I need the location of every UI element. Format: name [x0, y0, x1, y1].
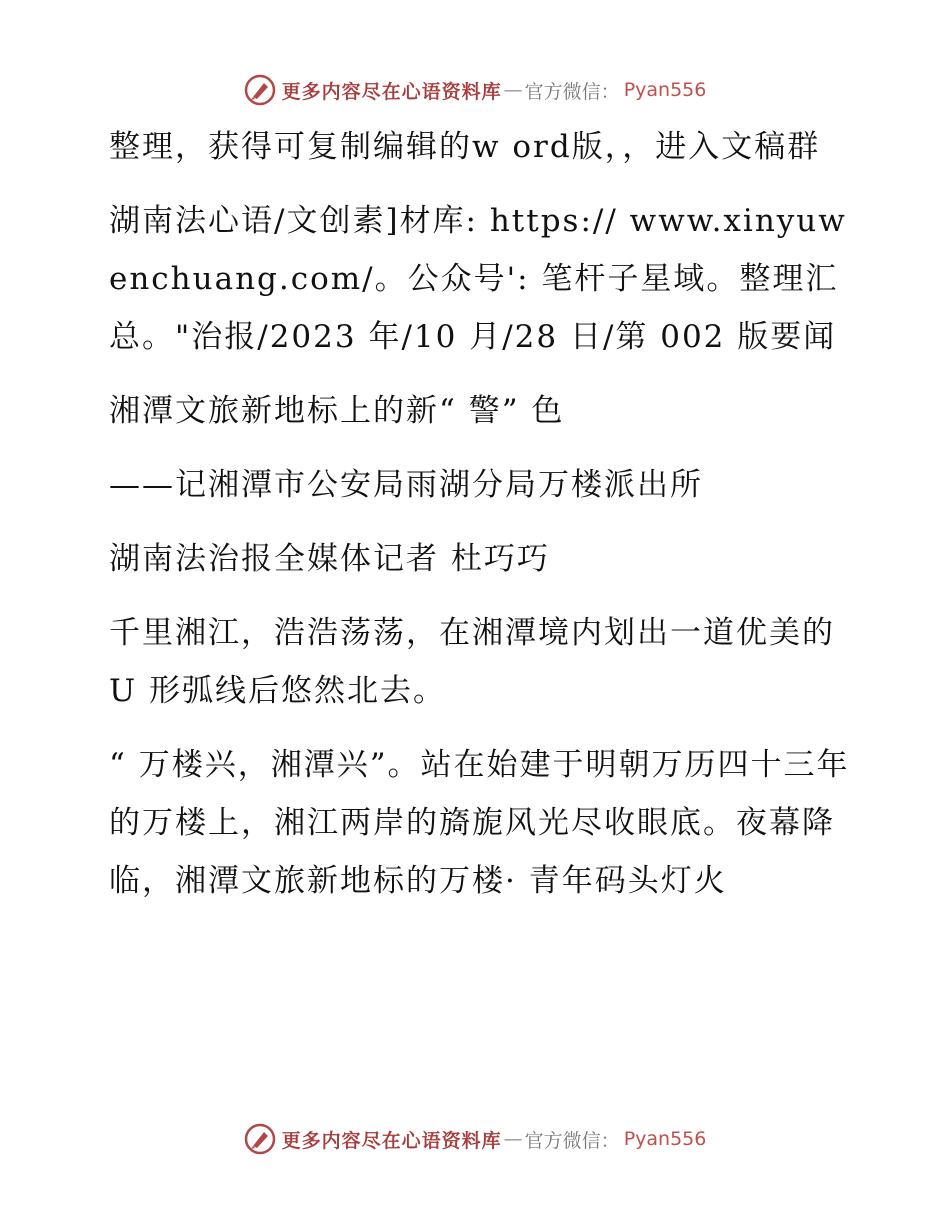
pen-nib-logo-icon: [244, 1123, 276, 1155]
watermark-separator: —: [503, 79, 523, 101]
watermark-official-label: 官方微信：: [524, 80, 620, 103]
footer-watermark: [0, 1117, 950, 1161]
paragraph-body-1: 千里湘江，浩浩荡荡，在湘潭境内划出一道优美的 U 形弧线后悠然北去。: [109, 615, 835, 709]
watermark-official-label: 官方微信：: [524, 1129, 620, 1152]
article-subtitle: ——记湘潭市公安局雨湖分局万楼派出所: [109, 467, 703, 503]
watermark-account-id: Pyan556: [623, 1128, 707, 1150]
paragraph-intro: 整理，获得可复制编辑的w ord版，，进入文稿群: [109, 129, 821, 165]
paragraph-body-2: “ 万楼兴，湘潭兴”。站在始建于明朝万历四十三年的万楼上，湘江两岸的旖旎风光尽收眼底。夜幕降临，湘潭文旅新地标的万楼· 青年码头灯火: [109, 747, 850, 899]
header-watermark: [0, 68, 950, 112]
pen-nib-logo-icon: [244, 74, 276, 106]
watermark-brand-text: 更多内容尽在心语资料库: [281, 80, 502, 103]
watermark-separator: —: [503, 1128, 523, 1150]
watermark-account-id: Pyan556: [623, 79, 707, 101]
article-byline: 湖南法治报全媒体记者 杜巧巧: [109, 541, 550, 577]
document-body: [97, 118, 857, 926]
watermark-brand-text: 更多内容尽在心语资料库: [281, 1129, 502, 1152]
paragraph-source-info: 湖南法心语/文创素]材库: https:// www.xinyuwenchuang.com/。公众号': 笔杆子星域。整理汇总。"治报/2023 年/10 月/28 日/第 002 版要闻: [109, 203, 847, 355]
article-title: 湘潭文旅新地标上的新“ 警” 色: [109, 393, 565, 429]
